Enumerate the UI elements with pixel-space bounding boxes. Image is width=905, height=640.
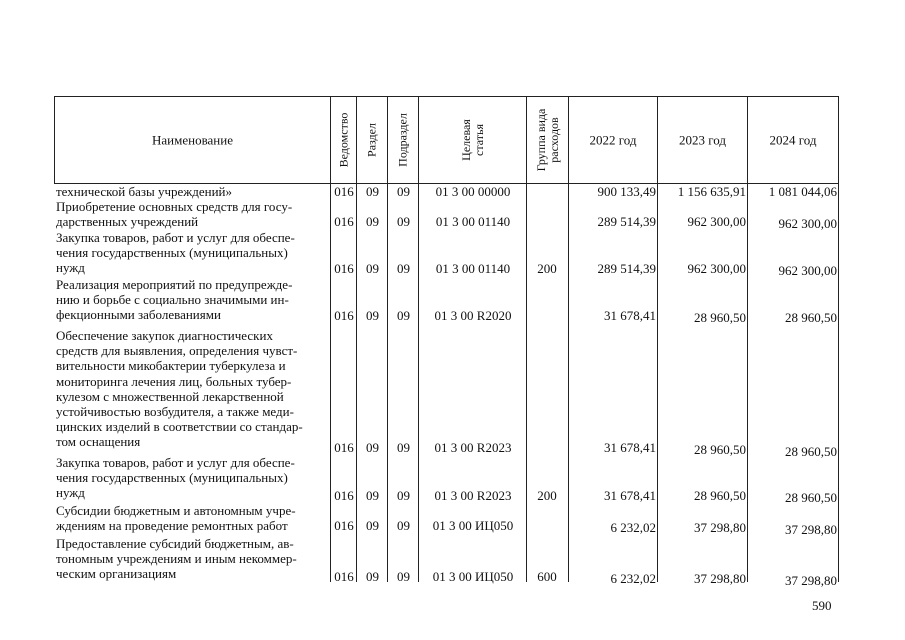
cell-celevaya: 01 3 00 ИЦ050 [432, 518, 514, 533]
row-name-line: чения государственных (муниципальных) [56, 470, 288, 486]
cell-podrazdel: 09 [397, 488, 410, 503]
table-row [54, 230, 839, 277]
cell-2022: 31 678,41 [604, 488, 656, 503]
cell-vedomstvo: 016 [334, 569, 354, 584]
cell-2024: 28 960,50 [785, 444, 837, 459]
table-row [54, 199, 839, 230]
row-name-line: кулезом с множественной лекарственной [56, 388, 284, 404]
header-2024: 2024 год [769, 132, 817, 148]
header-gruppa [535, 109, 561, 172]
cell-2022: 31 678,41 [604, 440, 656, 455]
table-header [54, 96, 839, 184]
cell-celevaya: 01 3 00 01140 [435, 261, 511, 276]
page-number: 590 [812, 598, 832, 613]
cell-podrazdel: 09 [397, 569, 410, 584]
cell-vid: 200 [537, 261, 557, 276]
cell-vedomstvo: 016 [334, 261, 354, 276]
cell-celevaya: 01 3 00 00000 [435, 184, 511, 199]
header-razdel: Раздел [364, 123, 379, 157]
table-row [54, 455, 839, 503]
header-podrazdel-cell [388, 97, 419, 183]
cell-celevaya: 01 3 00 R2020 [434, 308, 512, 323]
row-name-line: Приобретение основных средств для госу- [56, 199, 293, 214]
cell-razdel: 09 [366, 518, 379, 533]
cell-vedomstvo: 016 [334, 308, 354, 323]
cell-podrazdel: 09 [397, 261, 410, 276]
header-2023-cell [658, 97, 748, 183]
cell-razdel: 09 [366, 440, 379, 455]
cell-podrazdel: 09 [397, 184, 410, 199]
row-name-line: нию и борьбе с социально значимыми ин- [56, 292, 289, 308]
row-name-line: Предоставление субсидий бюджетным, ав- [56, 536, 294, 551]
row-name-line: вительности микобактерии туберкулеза и [56, 358, 286, 374]
cell-2024: 37 298,80 [785, 522, 837, 537]
cell-vedomstvo: 016 [334, 518, 354, 533]
cell-2022: 289 514,39 [597, 261, 656, 276]
row-name [56, 184, 330, 199]
cell-celevaya: 01 3 00 R2023 [434, 488, 512, 503]
row-name-line: дарственных учреждений [56, 214, 199, 230]
cell-2024: 37 298,80 [785, 573, 837, 588]
header-celevaya-line1: Целевая [458, 119, 473, 161]
cell-2024: 28 960,50 [785, 310, 837, 325]
cell-razdel: 09 [366, 308, 379, 323]
cell-2022: 289 514,39 [597, 214, 656, 229]
cell-2023: 28 960,50 [694, 310, 746, 325]
cell-2023: 28 960,50 [694, 488, 746, 503]
cell-razdel: 09 [366, 214, 379, 229]
row-name [56, 199, 330, 229]
header-podrazdel: Подраздел [395, 113, 410, 167]
header-gruppa-cell [527, 97, 569, 183]
header-gruppa-line1: Группа вида [533, 108, 548, 172]
header-celevaya-cell [419, 97, 527, 183]
cell-2023: 28 960,50 [694, 442, 746, 457]
row-name-line: чения государственных (муниципальных) [56, 245, 288, 261]
cell-2022: 900 133,49 [597, 184, 656, 199]
row-name-line: мониторинга лечения лиц, больных тубер- [56, 373, 292, 389]
row-name-line: средств для выявления, определения чувст- [56, 343, 298, 359]
cell-vedomstvo: 016 [334, 440, 354, 455]
cell-vedomstvo: 016 [334, 214, 354, 229]
cell-podrazdel: 09 [397, 518, 410, 533]
row-name-line: цинских изделий в соответствии со стандар- [56, 419, 303, 435]
cell-razdel: 09 [366, 488, 379, 503]
cell-2022: 6 232,02 [610, 571, 656, 586]
cell-vedomstvo: 016 [334, 184, 354, 199]
row-name-line: нужд [56, 260, 85, 276]
table-row [54, 184, 839, 199]
row-name-line: ждениям на проведение ремонтных работ [56, 518, 288, 534]
header-2023: 2023 год [679, 132, 726, 148]
row-name [56, 328, 330, 450]
header-vedomstvo: Ведомство [336, 112, 350, 168]
cell-vid: 600 [537, 569, 557, 584]
cell-2023: 37 298,80 [694, 571, 746, 586]
cell-celevaya: 01 3 00 01140 [435, 214, 511, 229]
header-razdel-cell [357, 97, 388, 183]
cell-2023: 962 300,00 [687, 214, 746, 229]
row-name-line: Закупка товаров, работ и услуг для обеспе- [56, 230, 295, 245]
row-name [56, 277, 330, 323]
row-name-line: нужд [56, 485, 85, 501]
row-name-line: Закупка товаров, работ и услуг для обеспе- [56, 455, 295, 470]
row-name-line: Обеспечение закупок диагностических [56, 328, 273, 343]
cell-2024: 1 081 044,06 [768, 184, 837, 199]
header-2022: 2022 год [589, 132, 637, 148]
cell-celevaya: 01 3 00 R2023 [434, 440, 512, 455]
cell-vedomstvo: 016 [334, 488, 354, 503]
row-name-line: ческим организациям [56, 566, 177, 582]
cell-2023: 1 156 635,91 [677, 184, 746, 199]
row-name-line: Субсидии бюджетным и автономным учре- [56, 503, 296, 518]
cell-2023: 37 298,80 [694, 520, 746, 535]
header-2022-cell [569, 97, 658, 183]
row-name [56, 536, 330, 582]
cell-razdel: 09 [366, 261, 379, 276]
header-2024-cell [748, 97, 838, 183]
header-vedomstvo-cell [331, 97, 357, 183]
table-row [54, 277, 839, 323]
header-celevaya-line2: статья [471, 124, 486, 156]
row-name-line: устойчивостью возбудителя, а также меди- [56, 403, 294, 419]
row-name-line: фекционными заболеваниями [56, 307, 221, 323]
row-name-line: том оснащения [56, 434, 141, 450]
header-name-cell [55, 97, 331, 183]
row-name [56, 455, 330, 501]
table-row [54, 503, 839, 536]
header-name: Наименование [152, 132, 233, 148]
row-name [56, 230, 330, 276]
cell-podrazdel: 09 [397, 214, 410, 229]
row-name-line: технической базы учреждений» [56, 184, 233, 199]
cell-vid: 200 [537, 488, 557, 503]
cell-2024: 962 300,00 [778, 216, 837, 231]
cell-2022: 6 232,02 [610, 520, 656, 535]
row-name-line: тономным учреждениям и иным некоммер- [56, 551, 297, 567]
header-gruppa-line2: расходов [546, 117, 561, 163]
cell-2022: 31 678,41 [604, 308, 656, 323]
row-name-line: Реализация мероприятий по предупрежде- [56, 277, 293, 292]
table-row [54, 536, 839, 588]
cell-podrazdel: 09 [397, 440, 410, 455]
cell-celevaya: 01 3 00 ИЦ050 [432, 569, 514, 584]
cell-podrazdel: 09 [397, 308, 410, 323]
row-name [56, 503, 330, 533]
cell-2024: 962 300,00 [778, 263, 837, 278]
cell-2023: 962 300,00 [687, 261, 746, 276]
header-celevaya [460, 119, 486, 161]
table-row [54, 323, 839, 459]
cell-razdel: 09 [366, 569, 379, 584]
cell-razdel: 09 [366, 184, 379, 199]
cell-2024: 28 960,50 [785, 490, 837, 505]
